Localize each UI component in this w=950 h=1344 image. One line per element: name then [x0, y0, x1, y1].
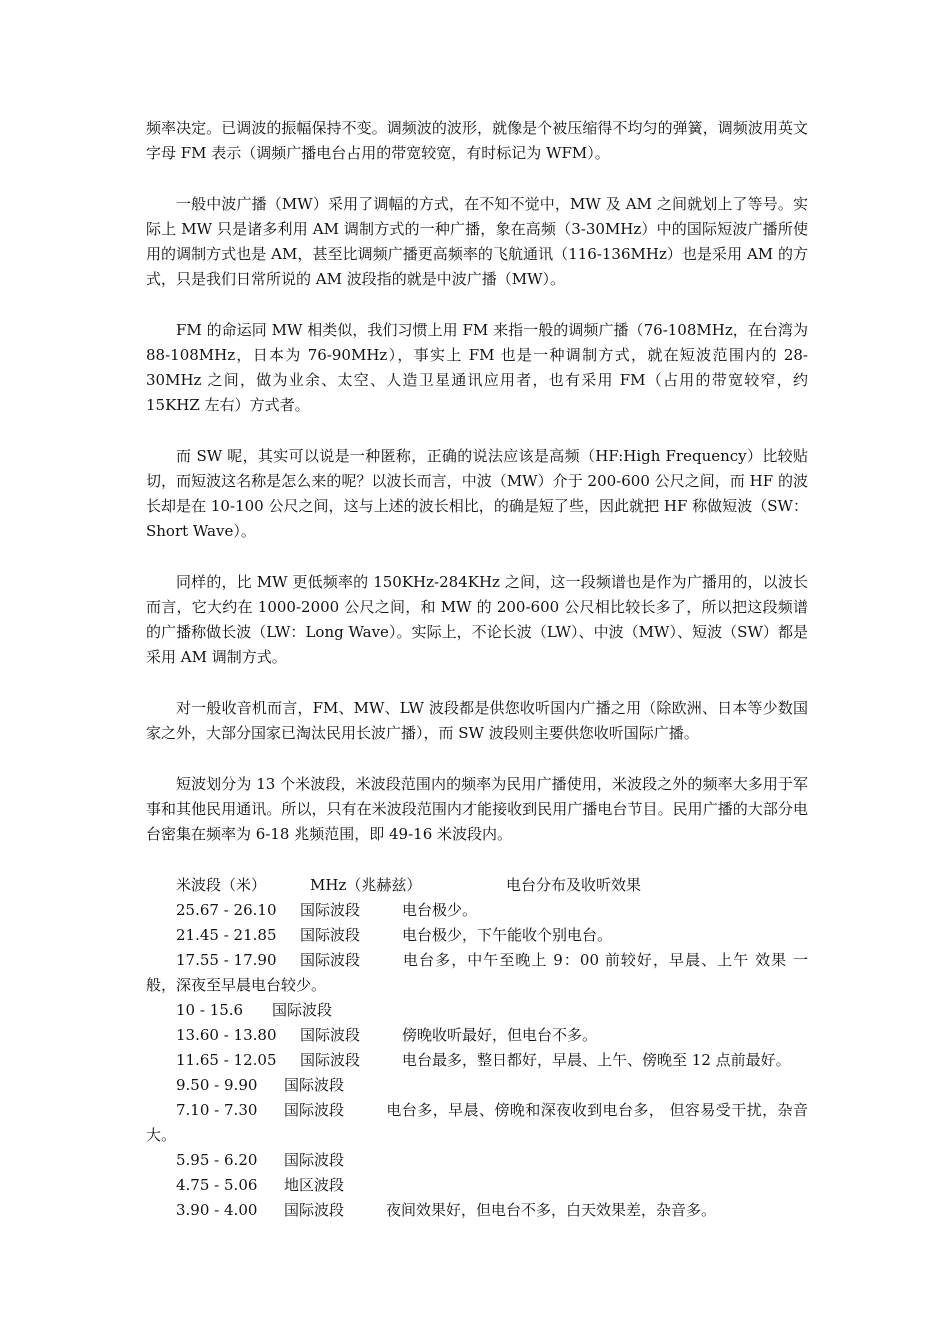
row-band-type: 国际波段	[272, 1001, 333, 1019]
band-table-header	[146, 873, 808, 898]
row-notes: 傍晚收听最好，但电台不多。	[402, 1026, 598, 1044]
table-row	[146, 1048, 808, 1073]
row-band-type: 地区波段	[284, 1176, 345, 1194]
table-row	[146, 898, 808, 923]
row-band-type: 国际波段	[284, 1076, 345, 1094]
row-band-type: 国际波段	[300, 1026, 361, 1044]
paragraph-lw: 同样的，比 MW 更低频率的 150KHz-284KHz 之间，这一段频谱也是作为广播用的，以波长而言，它大约在 1000-2000 公尺之间，和 MW 的 200-600 公尺相比较长多了，所以把这段频谱的广播称做长波（LW：Long Wave）。实际上，不论长波（LW）、中波（MW）、短波（SW）都是采用 AM 调制方式。	[146, 573, 808, 666]
row-band-type: 国际波段	[284, 1101, 345, 1119]
row-range: 25.67 - 26.10	[176, 901, 277, 919]
row-notes: 电台极少。	[402, 901, 478, 919]
table-row	[146, 1073, 808, 1098]
row-band-type: 国际波段	[300, 951, 361, 969]
table-row	[146, 923, 808, 948]
table-row	[146, 948, 808, 998]
paragraph-sw: 而 SW 呢，其实可以说是一种匿称，正确的说法应该是高频（HF:High Frequency）比较贴切，而短波这名称是怎么来的呢？以波长而言，中波（MW）介于 200-600 公尺之间，而 HF 的波长却是在 10-100 公尺之间，这与上述的波长相比，的确是短了些，因此就把 HF 称做短波（SW：Short Wave）。	[146, 447, 808, 540]
table-row	[146, 1198, 808, 1223]
paragraph-receiver-bands: 对一般收音机而言，FM、MW、LW 波段都是供您收听国内广播之用（除欧洲、日本等少数国家之外，大部分国家已淘汰民用长波广播），而 SW 波段则主要供您收听国际广播。	[146, 699, 808, 742]
row-range: 17.55 - 17.90	[176, 951, 277, 969]
row-band-type: 国际波段	[284, 1201, 345, 1219]
table-row	[146, 998, 808, 1023]
row-range: 9.50 - 9.90	[176, 1076, 258, 1094]
header-meter-band: 米波段（米）	[176, 876, 267, 894]
row-notes: 电台极少，下午能收个别电台。	[402, 926, 613, 944]
row-band-type: 国际波段	[300, 901, 361, 919]
row-range: 11.65 - 12.05	[176, 1051, 277, 1069]
row-range: 3.90 - 4.00	[176, 1201, 258, 1219]
band-table	[146, 873, 808, 1223]
table-row	[146, 1148, 808, 1173]
row-notes: 电台多，早晨、傍晚和深夜收到电台多， 但容易受干扰，杂音大。	[146, 1101, 808, 1144]
table-row	[146, 1173, 808, 1198]
paragraph-mw-am: 一般中波广播（MW）采用了调幅的方式，在不知不觉中，MW 及 AM 之间就划上了等号。实际上 MW 只是诸多利用 AM 调制方式的一种广播，象在高频（3-30MHz）中的国际短波广播所使用的调制方式也是 AM，甚至比调频广播更高频率的飞航通讯（116-136MHz）也是采用 AM 的方式，只是我们日常所说的 AM 波段指的就是中波广播（MW）。	[146, 195, 808, 288]
row-notes: 电台多，中午至晚上 9：00 前较好，早晨、上午 效果 一般，深夜至早晨电台较少。	[146, 951, 808, 994]
header-distribution: 电台分布及收听效果	[506, 876, 642, 894]
row-band-type: 国际波段	[300, 1051, 361, 1069]
paragraph-fm: FM 的命运同 MW 相类似，我们习惯上用 FM 来指一般的调频广播（76-108MHz，在台湾为 88-108MHz，日本为 76-90MHz），事实上 FM 也是一种调制方式，就在短波范围内的 28-30MHz 之间，做为业余、太空、人造卫星通讯应用者，也有采用 FM（占用的带宽较窄，约 15KHZ 左右）方式者。	[146, 321, 808, 414]
row-range: 21.45 - 21.85	[176, 926, 277, 944]
table-row	[146, 1023, 808, 1048]
row-range: 13.60 - 13.80	[176, 1026, 277, 1044]
row-notes: 夜间效果好，但电台不多，白天效果差，杂音多。	[386, 1201, 717, 1219]
row-range: 7.10 - 7.30	[176, 1101, 258, 1119]
table-row	[146, 1098, 808, 1148]
row-range: 5.95 - 6.20	[176, 1151, 258, 1169]
paragraph-meter-bands: 短波划分为 13 个米波段，米波段范围内的频率为民用广播使用，米波段之外的频率大多用于军事和其他民用通讯。所以，只有在米波段范围内才能接收到民用广播电台节目。民用广播的大部分电台密集在频率为 6-18 兆频范围，即 49-16 米波段内。	[146, 775, 808, 843]
paragraph-fm-intro: 频率决定。已调波的振幅保持不变。调频波的波形，就像是个被压缩得不均匀的弹簧，调频波用英文字母 FM 表示（调频广播电台占用的带宽较宽，有时标记为 WFM）。	[146, 119, 808, 162]
row-band-type: 国际波段	[300, 926, 361, 944]
document-page	[146, 116, 808, 1223]
header-mhz: MHz（兆赫兹）	[310, 876, 422, 894]
row-notes: 电台最多，整日都好，早晨、上午、傍晚至 12 点前最好。	[402, 1051, 791, 1069]
row-range: 4.75 - 5.06	[176, 1176, 258, 1194]
row-band-type: 国际波段	[284, 1151, 345, 1169]
row-range: 10 - 15.6	[176, 1001, 244, 1019]
